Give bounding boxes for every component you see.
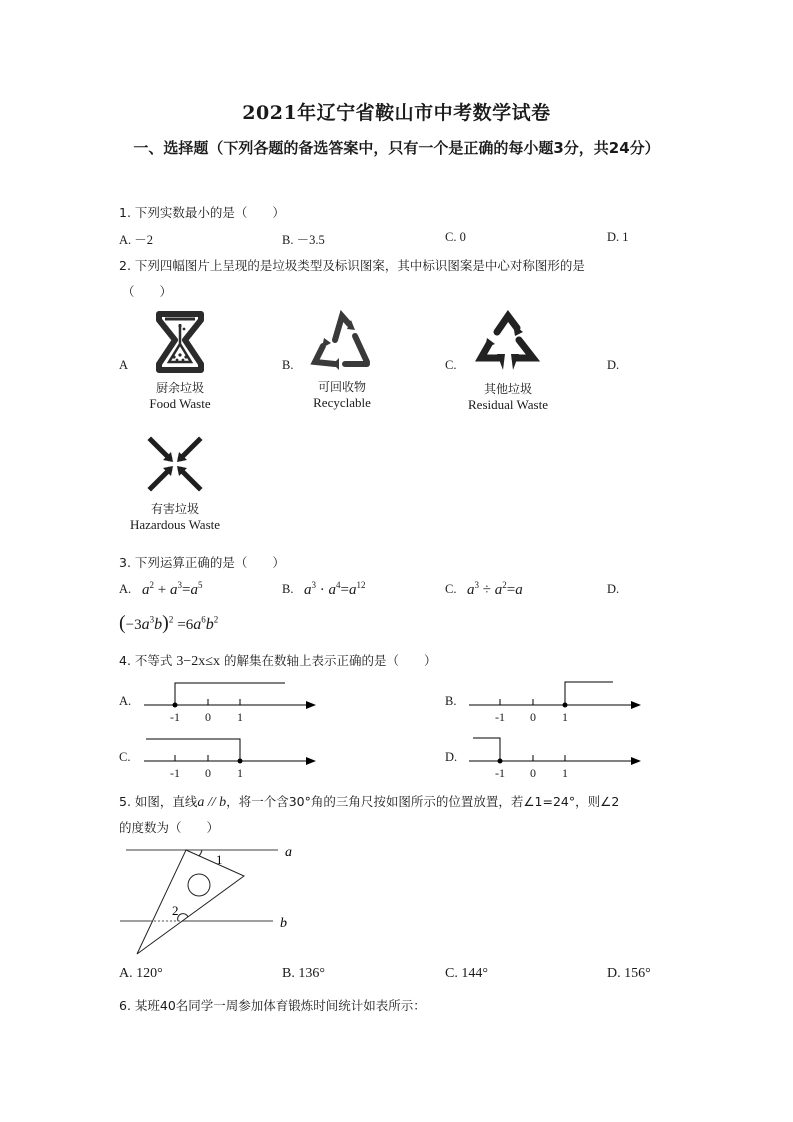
q3-option-b-expr: $a^3 \cdot a^4=a^{12}$ [304,580,366,598]
q5-angle-2-label: 2 [172,903,179,918]
q2-c-caption-cn: 其他垃圾 [483,382,532,396]
q3-option-c-expr: $a^3 \div a^2=a$ [467,580,523,598]
question-5-stem [119,792,619,811]
q5-line-a-label: a [285,845,292,860]
recyclable-icon [309,310,375,374]
q4-stem-post: 的解集在数轴上表示正确的是（ ） [223,653,437,668]
q4-option-d-numberline [465,733,645,783]
q4-option-b-letter: B. [445,694,457,708]
q2-b-caption-en: Recyclable [313,395,371,410]
q4-c-tick-0: 0 [205,766,211,780]
q2-c-caption-en: Residual Waste [468,397,548,412]
q4-stem-expr: 3−2x≤x [176,654,220,669]
q4-option-b-numberline [465,678,645,728]
question-5-stem-line2: 的度数为（ ） [119,820,220,835]
q5-stem-expr: a // b [197,795,227,810]
q4-b-tick-neg1: -1 [495,710,505,724]
q2-b-caption-cn: 可回收物 [317,380,366,394]
q3-option-d-letter: D. [607,582,620,596]
q4-option-c-numberline [140,733,320,783]
q2-option-d-letter: D. [607,358,620,372]
section-heading: 一、选择题（下列各题的备选答案中，只有一个是正确的每小题3分，共24分） [133,139,660,157]
q5-option-b: B. 136° [282,966,325,981]
question-4-stem [119,651,436,670]
q2-option-c [453,310,563,413]
q2-a-caption-cn: 厨余垃圾 [155,381,204,395]
q2-option-b-letter: B. [282,358,294,372]
q2-d-caption-en: Hazardous Waste [129,517,221,532]
q2-option-b [287,310,397,411]
q1-option-c: C. 0 [445,230,466,244]
question-3-stem: 3. 下列运算正确的是（ ） [119,555,285,570]
q4-b-tick-0: 0 [530,710,536,724]
question-6-stem: 6. 某班40名同学一周参加体育锻炼时间统计如表所示： [119,998,426,1013]
q4-d-tick-0: 0 [530,766,536,780]
q5-stem-part1: 5. 如图，直线 [119,794,198,809]
q4-a-tick-1: 1 [237,710,243,724]
q4-option-c-letter: C. [119,750,131,764]
hazardous-waste-icon [147,436,203,492]
q3-option-d-expr: $(-3a^3b)^2 =6a^6b^2$ [119,612,219,634]
q4-stem-pre: 4. 不等式 [119,653,173,668]
q5-angle-1-label: 1 [216,852,223,867]
q5-option-a: A. 120° [119,966,163,981]
q2-option-d [115,436,235,533]
q1-option-d: D. 1 [607,230,629,244]
question-2-stem-cont: （ ） [122,284,173,299]
q4-a-tick-neg1: -1 [170,710,180,724]
food-waste-icon [155,310,205,375]
q4-option-a-letter: A. [119,694,132,708]
q5-option-c: C. 144° [445,966,488,981]
q2-option-a [125,310,235,412]
q5-option-d: D. 156° [607,966,651,981]
q4-d-tick-neg1: -1 [495,766,505,780]
q3-option-a-letter: A. [119,582,132,596]
q3-option-b-letter: B. [282,582,294,596]
page-title: 2021年辽宁省鞍山市中考数学试卷 [242,102,551,124]
q4-c-tick-1: 1 [237,766,243,780]
q5-stem-part2: ，将一个含30°角的三角尺按如图所示的位置放置，若∠1=24°，则∠2 [226,794,620,809]
q2-option-c-letter: C. [445,358,457,372]
question-1-stem: 1. 下列实数最小的是（ ） [119,205,285,220]
q4-b-tick-1: 1 [562,710,568,724]
q1-option-b: B. －3.5 [282,233,325,247]
q5-line-b-label: b [280,916,287,931]
q4-d-tick-1: 1 [562,766,568,780]
q4-c-tick-neg1: -1 [170,766,180,780]
q4-option-a-numberline [140,678,320,728]
q4-option-d-letter: D. [445,750,458,764]
q4-a-tick-0: 0 [205,710,211,724]
q3-option-a-expr: $a^2 + a^3=a^5$ [142,580,203,598]
residual-waste-icon [475,310,541,376]
q2-a-caption-en: Food Waste [149,396,211,411]
q5-triangle-figure [110,840,310,965]
question-2-stem: 2. 下列四幅图片上呈现的是垃圾类型及标识图案，其中标识图案是中心对称图形的是 [119,258,585,273]
q1-option-a: A. －2 [119,233,154,247]
q2-d-caption-cn: 有害垃圾 [150,502,199,516]
q3-option-c-letter: C. [445,582,457,596]
q2-option-a-letter: A [119,358,129,372]
